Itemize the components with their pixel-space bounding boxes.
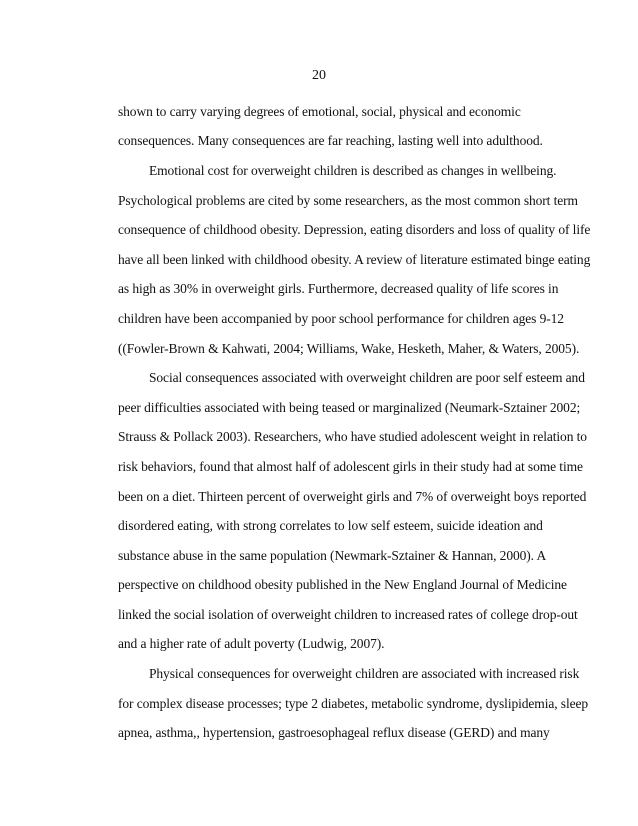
text-line: apnea, asthma,, hypertension, gastroesophageal reflux disease (GERD) and many bbox=[118, 725, 550, 741]
text-line: perspective on childhood obesity published in the New England Journal of Medicine bbox=[118, 577, 567, 593]
paragraph-start-line: Physical consequences for overweight children are associated with increased risk bbox=[149, 666, 580, 682]
text-line: peer difficulties associated with being teased or marginalized (Neumark-Sztainer 2002; bbox=[118, 399, 581, 415]
text-line: consequence of childhood obesity. Depression, eating disorders and loss of quality of life bbox=[118, 222, 591, 238]
text-line: been on a diet. Thirteen percent of overweight girls and 7% of overweight boys reported bbox=[118, 488, 587, 504]
text-line: Strauss & Pollack 2003). Researchers, who have studied adolescent weight in relation to bbox=[118, 429, 587, 445]
text-line: ((Fowler-Brown & Kahwati, 2004; Williams, Wake, Hesketh, Maher, & Waters, 2005). bbox=[118, 340, 580, 356]
text-line: shown to carry varying degrees of emotional, social, physical and economic bbox=[118, 103, 521, 119]
text-line: substance abuse in the same population (Newmark-Sztainer & Hannan, 2000). A bbox=[118, 547, 547, 563]
body-text bbox=[118, 97, 591, 748]
text-line: for complex disease processes; type 2 diabetes, metabolic syndrome, dyslipidemia, sleep bbox=[118, 695, 589, 711]
text-line: disordered eating, with strong correlates to low self esteem, suicide ideation and bbox=[118, 518, 543, 534]
text-line: risk behaviors, found that almost half of adolescent girls in their study had at some time bbox=[118, 458, 583, 474]
text-line: linked the social isolation of overweight children to increased rates of college drop-out bbox=[118, 606, 578, 622]
paragraph-start-line: Social consequences associated with overweight children are poor self esteem and bbox=[149, 370, 585, 386]
text-line: as high as 30% in overweight girls. Furthermore, decreased quality of life scores in bbox=[118, 281, 559, 297]
paragraph-start-line: Emotional cost for overweight children is described as changes in wellbeing. bbox=[149, 162, 557, 178]
text-line: have all been linked with childhood obesity. A review of literature estimated binge eating bbox=[118, 251, 591, 267]
text-line: and a higher rate of adult poverty (Ludwig, 2007). bbox=[118, 636, 385, 652]
text-line: Psychological problems are cited by some researchers, as the most common short term bbox=[118, 192, 578, 208]
page-number: 20 bbox=[312, 68, 326, 83]
text-line: consequences. Many consequences are far reaching, lasting well into adulthood. bbox=[118, 133, 543, 149]
text-line: children have been accompanied by poor school performance for children ages 9-12 bbox=[118, 310, 564, 326]
